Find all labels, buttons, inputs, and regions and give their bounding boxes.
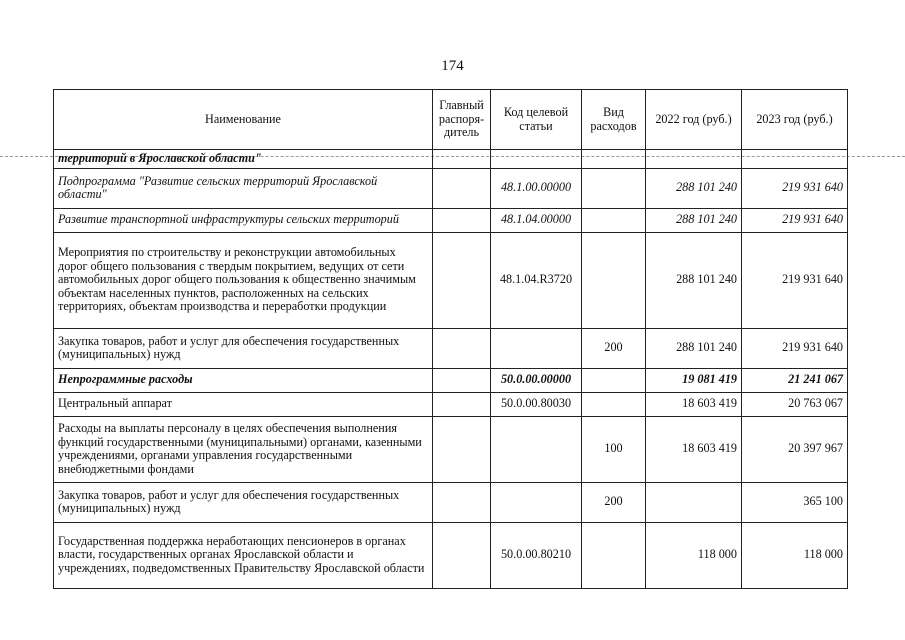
- row-code: 48.1.04.R3720: [491, 232, 582, 328]
- table-row: [54, 328, 848, 368]
- row-2022: 19 081 419: [646, 368, 742, 392]
- table-row: [54, 392, 848, 416]
- row-name: Закупка товаров, работ и услуг для обеспечения государственных (муниципальных) нужд: [54, 482, 433, 522]
- row-2023: [742, 150, 848, 169]
- row-admin: [433, 368, 491, 392]
- row-2022: 288 101 240: [646, 328, 742, 368]
- row-admin: [433, 232, 491, 328]
- row-2023: 118 000: [742, 522, 848, 588]
- header-admin: Главный распоря-дитель: [433, 90, 491, 150]
- row-code: 50.0.00.80030: [491, 392, 582, 416]
- row-kind: [582, 232, 646, 328]
- row-2022: 288 101 240: [646, 208, 742, 232]
- row-2023: 219 931 640: [742, 208, 848, 232]
- table-row: [54, 482, 848, 522]
- table-row: [54, 168, 848, 208]
- row-2022: [646, 482, 742, 522]
- row-2022: 18 603 419: [646, 416, 742, 482]
- header-name: Наименование: [54, 90, 433, 150]
- row-2023: 219 931 640: [742, 328, 848, 368]
- row-2023: 365 100: [742, 482, 848, 522]
- row-name: Государственная поддержка неработающих пенсионеров в органах власти, государственных органах Ярославской области и учреждениях, подведомственных Правительству Ярославской области: [54, 522, 433, 588]
- row-kind: 200: [582, 482, 646, 522]
- table-row: [54, 368, 848, 392]
- row-code: [491, 150, 582, 169]
- row-kind: [582, 150, 646, 169]
- row-name: Центральный аппарат: [54, 392, 433, 416]
- row-kind: [582, 522, 646, 588]
- row-admin: [433, 416, 491, 482]
- row-admin: [433, 522, 491, 588]
- row-2023: 219 931 640: [742, 168, 848, 208]
- row-name: территорий в Ярославской области": [54, 150, 433, 169]
- table-row: [54, 208, 848, 232]
- header-kind: Вид расходов: [582, 90, 646, 150]
- row-admin: [433, 328, 491, 368]
- row-2023: 20 763 067: [742, 392, 848, 416]
- header-2023: 2023 год (руб.): [742, 90, 848, 150]
- row-2022: 118 000: [646, 522, 742, 588]
- row-kind: [582, 368, 646, 392]
- table-row: [54, 522, 848, 588]
- row-code: [491, 482, 582, 522]
- row-2022: 288 101 240: [646, 168, 742, 208]
- table-header-row: [54, 90, 848, 150]
- row-2023: 20 397 967: [742, 416, 848, 482]
- row-name: Подпрограмма "Развитие сельских территорий Ярославской области": [54, 168, 433, 208]
- row-2023: 219 931 640: [742, 232, 848, 328]
- table-row: [54, 150, 848, 169]
- row-kind: [582, 392, 646, 416]
- row-kind: 200: [582, 328, 646, 368]
- table-row: [54, 232, 848, 328]
- row-admin: [433, 208, 491, 232]
- row-name: Непрограммные расходы: [54, 368, 433, 392]
- table-row: [54, 416, 848, 482]
- row-name: Мероприятия по строительству и реконструкции автомобильных дорог общего пользования с твердым покрытием, ведущих от сети автомобильных дорог общего пользования к общественно значимым объектам населенных пунктов, расположенных на сельских территориях, объектам производства и переработки продукции: [54, 232, 433, 328]
- row-2022: [646, 150, 742, 169]
- row-admin: [433, 482, 491, 522]
- row-code: [491, 416, 582, 482]
- row-2022: 288 101 240: [646, 232, 742, 328]
- row-admin: [433, 168, 491, 208]
- row-name: Расходы на выплаты персоналу в целях обеспечения выполнения функций государственными (муниципальными) органами, казенными учреждениями, органами управления государственными внебюджетными фондами: [54, 416, 433, 482]
- row-admin: [433, 392, 491, 416]
- row-kind: [582, 168, 646, 208]
- row-code: 50.0.00.00000: [491, 368, 582, 392]
- header-2022: 2022 год (руб.): [646, 90, 742, 150]
- row-code: 48.1.04.00000: [491, 208, 582, 232]
- page-number: 174: [441, 58, 464, 74]
- row-name: Закупка товаров, работ и услуг для обеспечения государственных (муниципальных) нужд: [54, 328, 433, 368]
- row-admin: [433, 150, 491, 169]
- header-code: Код целевой статьи: [491, 90, 582, 150]
- row-2022: 18 603 419: [646, 392, 742, 416]
- row-code: [491, 328, 582, 368]
- row-kind: [582, 208, 646, 232]
- row-2023: 21 241 067: [742, 368, 848, 392]
- row-name: Развитие транспортной инфраструктуры сельских территорий: [54, 208, 433, 232]
- row-code: 50.0.00.80210: [491, 522, 582, 588]
- row-kind: 100: [582, 416, 646, 482]
- row-code: 48.1.00.00000: [491, 168, 582, 208]
- budget-table: [53, 89, 848, 589]
